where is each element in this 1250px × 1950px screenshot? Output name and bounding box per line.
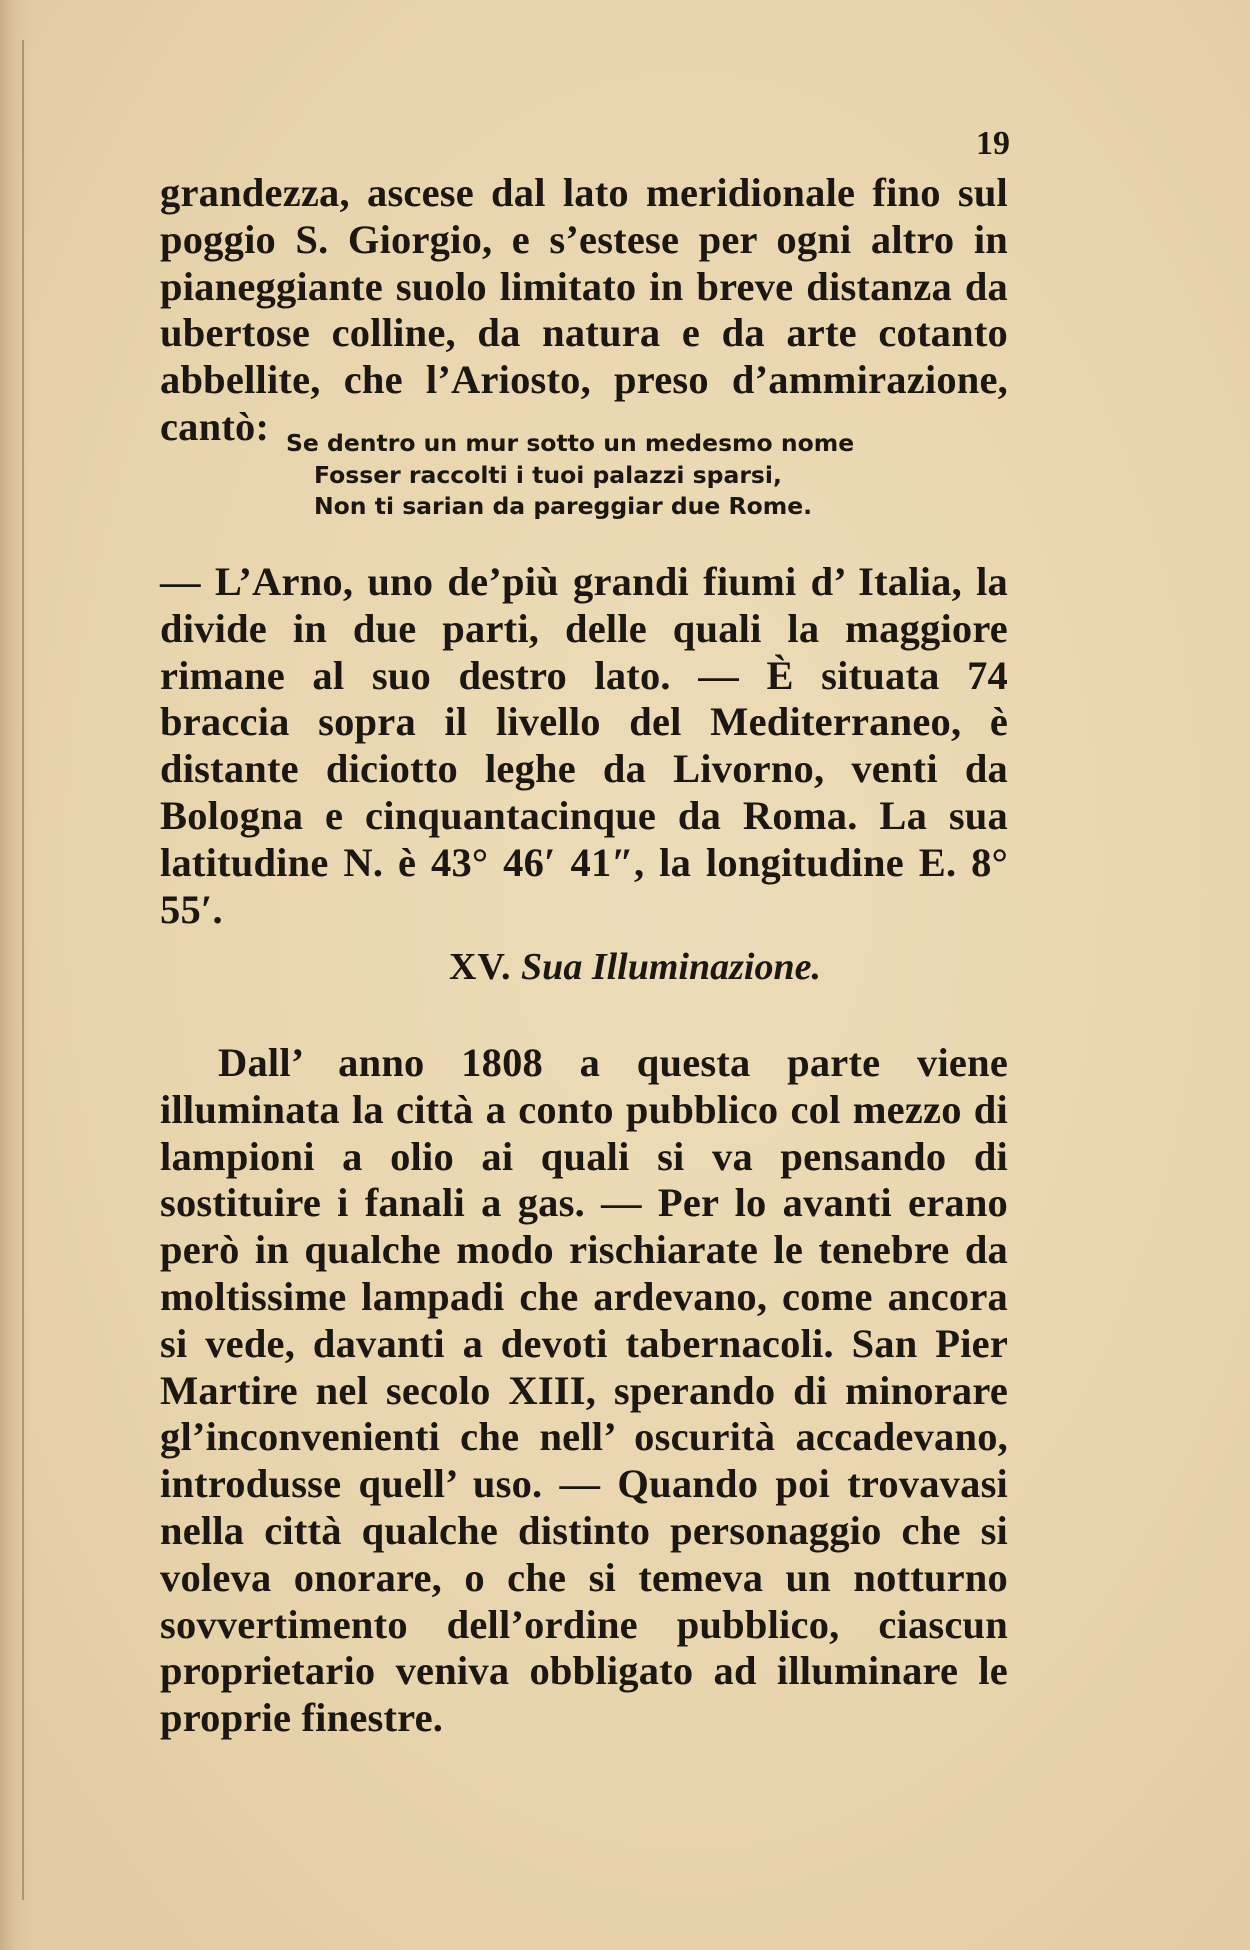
section-heading xyxy=(0,945,1250,989)
verse-line-1: Se dentro un mur sotto un medesmo nome xyxy=(286,429,855,457)
paragraph-text: Dall’ anno 1808 a questa parte viene illuminata la città a conto pubblico col mezzo di lampioni a olio ai quali si va pensando di sostituire i fanali a gas. — Per lo avanti erano però in qualche modo rischiarate le tenebre da moltissime lampadi che ardevano, come ancora si vede, davanti a devoti tabernacoli. San Pier Martire nel secolo XIII, sperando di minorare gl’inconvenienti che nell’ oscurità accadevano, introdusse quell’ uso. — Quando poi trovavasi nella città qualche distinto personaggio che si voleva onorare, o che si temeva un notturno sovvertimento dell’ordine pubblico, ciascun proprietario veniva obbligato ad illuminare le proprie finestre. xyxy=(160,1040,1008,1741)
ariosto-verse xyxy=(286,428,854,523)
section-number: XV. xyxy=(449,946,512,988)
verse-line-3: Non ti sarian da pareggiar due Rome. xyxy=(314,492,813,520)
paragraph-arno-geography xyxy=(160,559,1008,933)
paragraph-ariosto-intro xyxy=(160,170,1008,451)
section-title: Sua Illuminazione. xyxy=(521,946,821,988)
paragraph-text: grandezza, ascese dal lato meridionale fino sul poggio S. Giorgio, e s’estese per ogni altro in pianeggiante suolo limitato in breve distanza da ubertose colline, da natura e da arte cotanto abbellite, che l’Ariosto, preso d’ammirazione, cantò: xyxy=(160,170,1008,449)
paragraph-illumination xyxy=(160,1040,1008,1742)
paragraph-text: — L’Arno, uno de’più grandi fiumi d’ Italia, la divide in due parti, delle quali la maggiore rimane al suo destro lato. — È situata 74 braccia sopra il livello del Mediterraneo, è distante diciotto leghe da Livorno, venti da Bologna e cinquantacinque da Roma. La sua latitudine N. è 43° 46′ 41″, la longitudine E. 8° 55′. xyxy=(160,559,1008,932)
page-number: 19 xyxy=(976,125,1010,162)
verse-line-2: Fosser raccolti i tuoi palazzi sparsi, xyxy=(314,460,782,489)
